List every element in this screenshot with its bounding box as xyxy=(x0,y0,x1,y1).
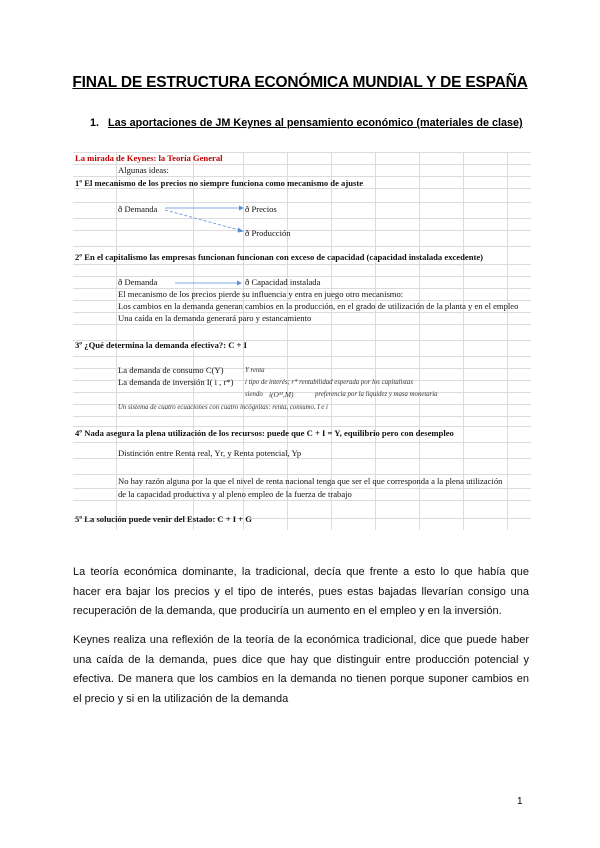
sheet-intro: Algunas ideas: xyxy=(118,165,169,175)
point-4-distinction: Distinción entre Renta real, Yr, y Renta potencial, Yp xyxy=(118,448,302,458)
point-4-heading: 4º Nada asegura la plena utilización de los recursos: puede que C + I = Y, equilibrio pero con desempleo xyxy=(75,428,454,438)
sheet-title: La mirada de Keynes: la Teoría General xyxy=(75,153,223,163)
page-number: 1 xyxy=(517,796,523,807)
demand-arrows xyxy=(163,202,253,236)
point-1-prices: ð Precios xyxy=(245,204,277,214)
section-heading-text: Las aportaciones de JM Keynes al pensamiento económico (materiales de clase) xyxy=(108,117,523,129)
paragraph-keynes-reflection: Keynes realiza una reflexión de la teoría de la económica tradicional, dice que puede haber una caída de la demanda, pues dice que hay que distinguir entre producción potencial y efectiva. De manera que los cambios en la demanda no tienen porque suponer cambios en el precio y si en la utilización de la demanda xyxy=(73,634,529,705)
point-2-line-3: Una caída en la demanda generará paro y estancamiento xyxy=(118,313,312,323)
point-1-production: ð Producción xyxy=(245,228,291,238)
point-1-demand: ð Demanda xyxy=(118,204,158,214)
capacity-arrow xyxy=(173,279,245,287)
paragraph-traditional-theory: La teoría económica dominante, la tradicional, decía que frente a esto lo que había que hacer era bajar los precios y el tipo de interés, pues estas bajadas llevarían consigo una recuperación de la demanda, que produciría un aumento en el empleo y en la inversión. xyxy=(73,566,529,617)
point-3-being: siendo xyxy=(245,391,263,398)
point-5-heading: 5º La solución puede venir del Estado: C + I + G xyxy=(75,514,252,524)
section-number: 1. xyxy=(90,117,100,129)
point-2-heading: 2º En el capitalismo las empresas funcionan funcionan con exceso de capacidad (capacidad instalada excedente) xyxy=(75,252,484,262)
point-3-formula-note: preferencia por la liquidez y masa monetaria xyxy=(315,391,438,398)
document-title: FINAL DE ESTRUCTURA ECONÓMICA MUNDIAL Y DE ESPAÑA xyxy=(72,74,528,91)
point-2-line-1: El mecanismo de los precios pierde su influencia y entra en juego otro mecanismo: xyxy=(118,289,404,299)
point-3-investment-note: i tipo de interés; r* rentabilidad esperada por los capitalistas xyxy=(245,379,413,386)
point-2-capacity: ð Capacidad instalada xyxy=(245,277,321,287)
point-3-heading: 3º ¿Qué determina la demanda efectiva?: C + I xyxy=(75,340,247,350)
section-heading xyxy=(90,117,523,129)
point-1-heading: 1º El mecanismo de los precios no siempre funciona como mecanismo de ajuste xyxy=(75,178,364,188)
point-3-formula: i(Oᴹ,M) xyxy=(269,390,294,399)
point-3-investment: La demanda de inversión I( i , r*) xyxy=(118,377,234,387)
point-2-line-2: Los cambios en la demanda generan cambios en la producción, en el grado de utilización de la planta y en el empleo xyxy=(118,301,519,311)
point-2-demand: ð Demanda xyxy=(118,277,158,287)
point-4-line-2: de la capacidad productiva y al pleno empleo de la fuerza de trabajo xyxy=(118,489,352,499)
point-3-consumption: La demanda de consumo C(Y) xyxy=(118,365,224,375)
point-3-system: Un sistema de cuatro ecuaciones con cuatro incógnitas: renta, consumo, I e i xyxy=(118,404,328,411)
point-3-consumption-note: Y renta xyxy=(245,367,265,374)
point-4-line-1: No hay razón alguna por la que el nivel de renta nacional tenga que ser el que corresponda a la plena utilización xyxy=(118,476,503,486)
spreadsheet-excerpt xyxy=(73,152,531,530)
